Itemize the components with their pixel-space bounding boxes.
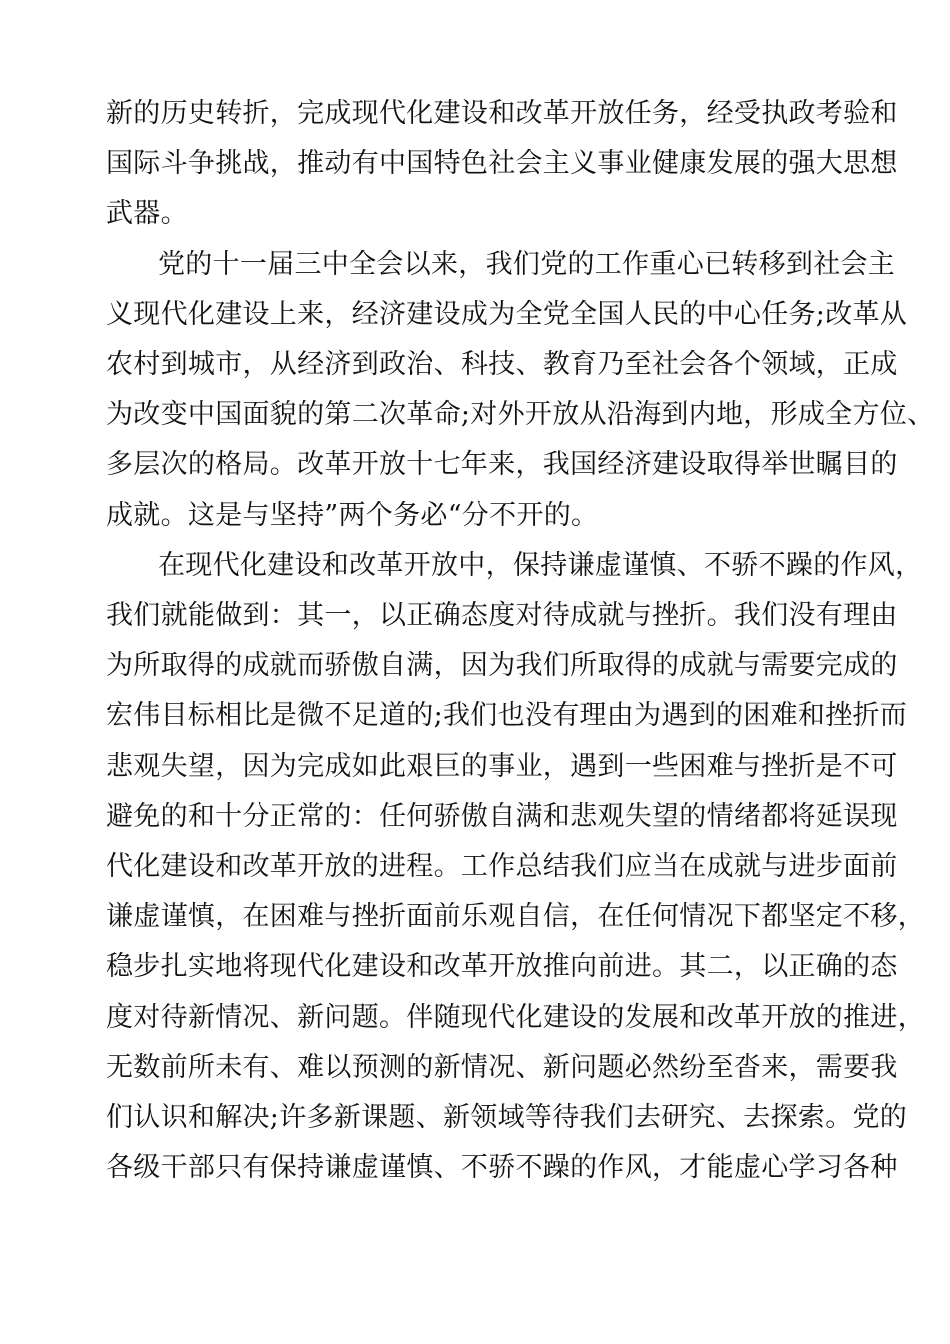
text-line: 代化建设和改革开放的进程。工作总结我们应当在成就与进步面前	[106, 851, 898, 882]
text-line: 为所取得的成就而骄傲自满，因为我们所取得的成就与需要完成的	[106, 650, 898, 681]
text-line: 宏伟目标相比是微不足道的;我们也没有理由为遇到的困难和挫折而	[106, 700, 908, 731]
text-line: 谦虚谨慎，在困难与挫折面前乐观自信，在任何情况下都坚定不移，	[106, 901, 925, 932]
text-line: 武器。	[106, 198, 188, 229]
text-line: 为改变中国面貌的第二次革命;对外开放从沿海到内地，形成全方位、	[106, 399, 935, 430]
text-line: 多层次的格局。改革开放十七年来，我国经济建设取得举世瞩目的	[106, 449, 898, 480]
text-line: 无数前所未有、难以预测的新情况、新问题必然纷至沓来，需要我	[106, 1052, 898, 1083]
text-line: 义现代化建设上来，经济建设成为全党全国人民的中心任务;改革从	[106, 299, 908, 330]
text-line: 农村到城市，从经济到政治、科技、教育乃至社会各个领域，正成	[106, 349, 898, 380]
text-line: 避免的和十分正常的：任何骄傲自满和悲观失望的情绪都将延误现	[106, 801, 898, 832]
text-line: 成就。这是与坚持”两个务必“分不开的。	[106, 500, 599, 531]
text-line: 们认识和解决;许多新课题、新领域等待我们去研究、去探索。党的	[106, 1102, 908, 1133]
text-line: 新的历史转折，完成现代化建设和改革开放任务，经受执政考验和	[106, 98, 898, 129]
text-line: 国际斗争挑战，推动有中国特色社会主义事业健康发展的强大思想	[106, 148, 898, 179]
text-line: 我们就能做到：其一，以正确态度对待成就与挫折。我们没有理由	[106, 600, 898, 631]
paragraph-first-line: 在现代化建设和改革开放中，保持谦虚谨慎、不骄不躁的作风，	[158, 550, 923, 581]
text-line: 各级干部只有保持谦虚谨慎、不骄不躁的作风，才能虚心学习各种	[106, 1152, 898, 1183]
paragraph-first-line: 党的十一届三中全会以来，我们党的工作重心已转移到社会主	[158, 249, 896, 280]
text-line: 稳步扎实地将现代化建设和改革开放推向前进。其二，以正确的态	[106, 951, 898, 982]
text-line: 悲观失望，因为完成如此艰巨的事业，遇到一些困难与挫折是不可	[106, 751, 898, 782]
text-line: 度对待新情况、新问题。伴随现代化建设的发展和改革开放的推进，	[106, 1002, 925, 1033]
